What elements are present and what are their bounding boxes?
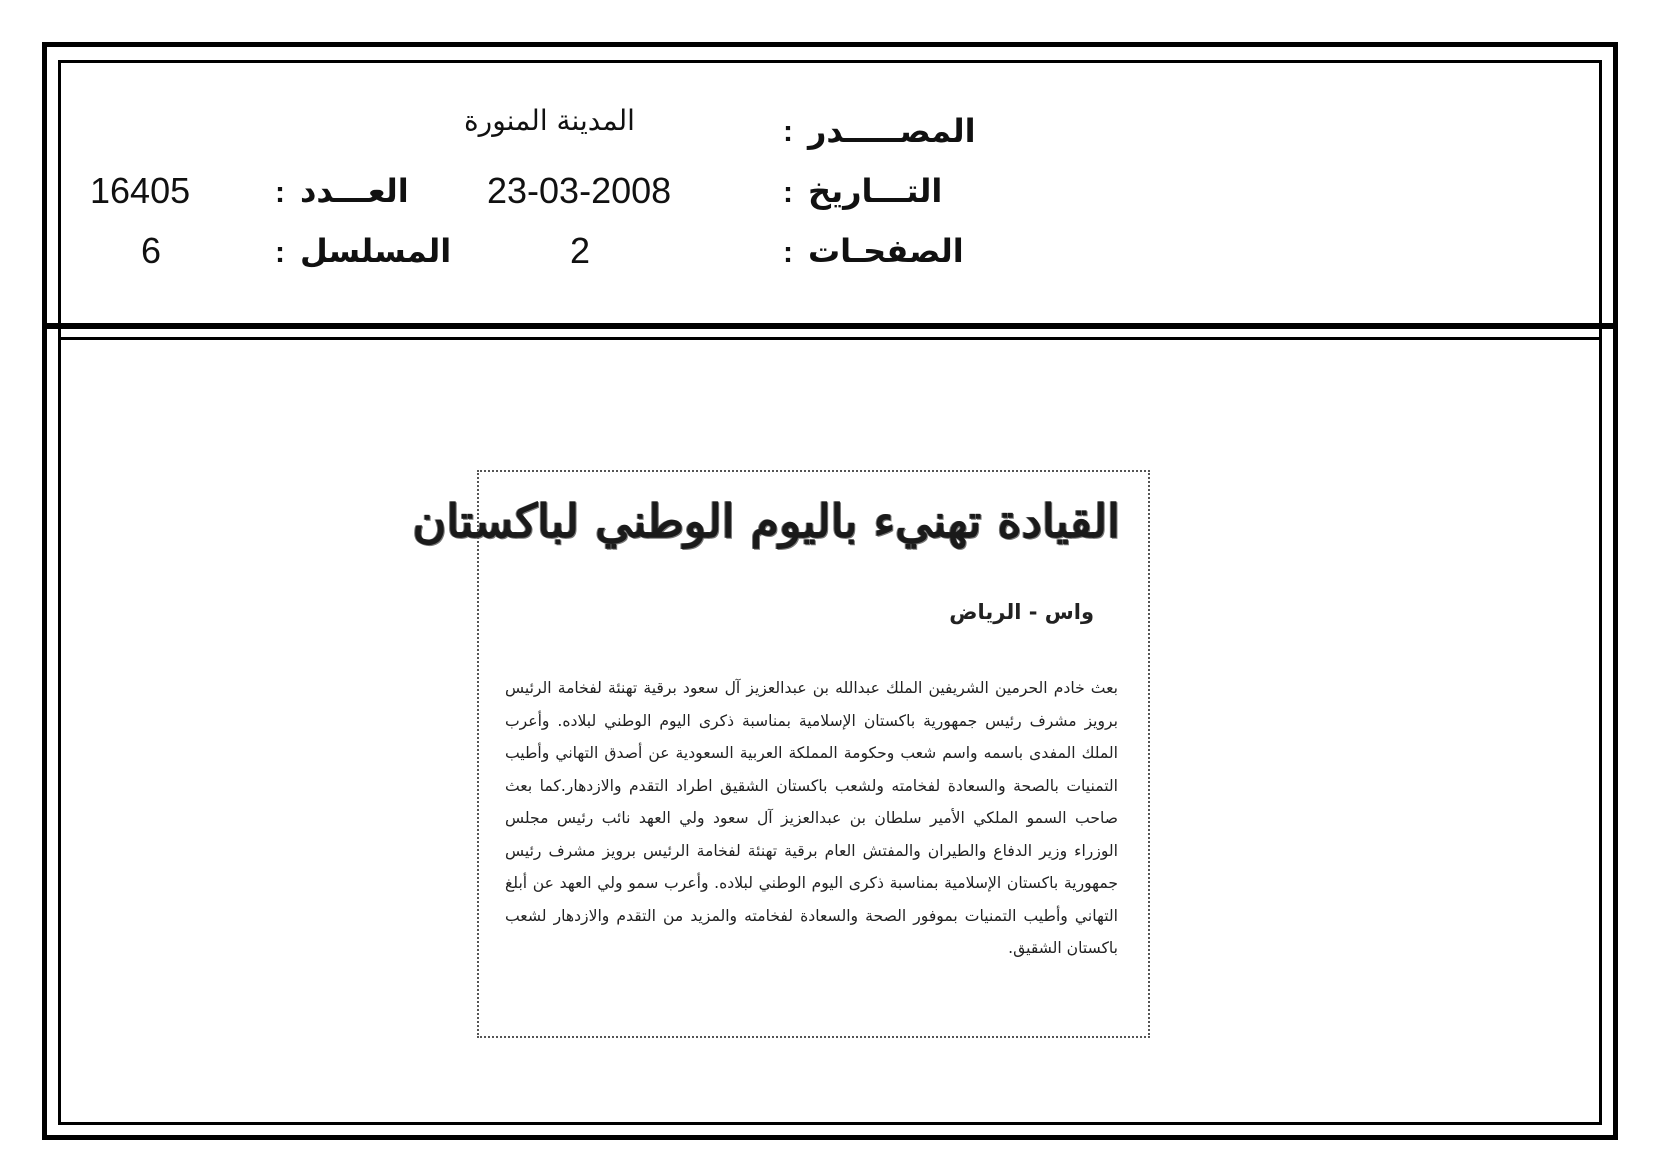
date-label: التـــاريخ xyxy=(808,172,943,210)
pages-label: الصفحـات xyxy=(808,232,964,270)
article-byline: واس - الرياض xyxy=(949,600,1094,624)
news-clipping xyxy=(412,470,1150,1038)
issue-value: 16405 xyxy=(90,170,191,211)
date-value: 23-03-2008 xyxy=(487,170,672,211)
issue-colon: : xyxy=(275,176,285,209)
serial-label: المسلسل xyxy=(300,232,452,270)
serial-colon: : xyxy=(275,236,285,269)
header-divider-thick xyxy=(42,323,1618,329)
pages-colon: : xyxy=(783,236,793,269)
header-divider-thin xyxy=(58,337,1602,340)
pages-value: 2 xyxy=(570,230,591,271)
source-value: المدينة المنورة xyxy=(464,104,635,137)
article-body: بعث خادم الحرمين الشريفين الملك عبدالله بن عبدالعزيز آل سعود برقية تهنئة لفخامة الرئيس برويز مشرف رئيس جمهورية باكستان الإسلامية بمناسبة ذكرى اليوم الوطني لبلاده. وأعرب الملك المفدى باسمه واسم شعب وحكومة المملكة العربية السعودية عن أصدق التهاني وأطيب التمنيات بالصحة والسعادة لفخامته ولشعب باكستان الشقيق اطراد التقدم والازدهار.كما بعث صاحب السمو الملكي الأمير سلطان بن عبدالعزيز آل سعود ولي العهد نائب رئيس مجلس الوزراء وزير الدفاع والطيران والمفتش العام برقية تهنئة لفخامة الرئيس برويز مشرف رئيس جمهورية باكستان الإسلامية بمناسبة ذكرى اليوم الوطني لبلاده. وأعرب سمو ولي العهد عن أبلغ التهاني وأطيب التمنيات بموفور الصحة والسعادة لفخامته والمزيد من التقدم والازدهار لشعب باكستان الشقيق. xyxy=(505,679,1118,957)
serial-value: 6 xyxy=(141,230,162,271)
article-headline: القيادة تهنيء باليوم الوطني لباكستان xyxy=(412,494,1120,548)
date-colon: : xyxy=(783,176,793,209)
issue-label: العـــدد xyxy=(300,172,409,210)
source-colon: : xyxy=(783,115,793,148)
source-label: المصـــــدر xyxy=(808,112,976,150)
